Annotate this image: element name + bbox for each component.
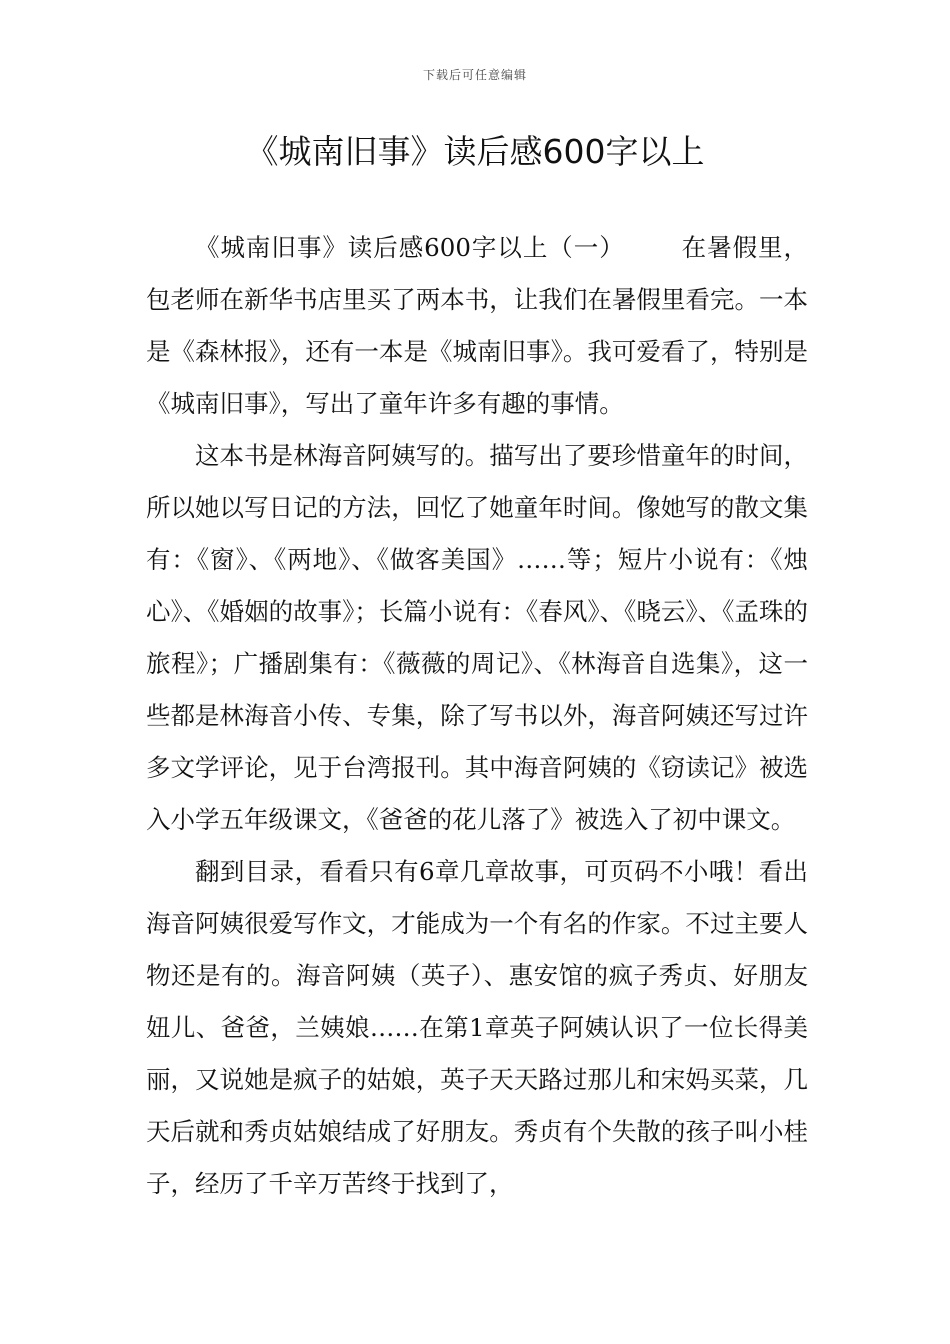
paragraph-2: 这本书是林海音阿姨写的。描写出了要珍惜童年的时间，所以她以写日记的方法，回忆了她童年时间。像她写的散文集有：《窗》、《两地》、《做客美国》……等；短片小说有：《烛心》、《婚姻的故事》；长篇小说有：《春风》、《晓云》、《孟珠的旅程》；广播剧集有：《薇薇的周记》、《林海音自选集》，这一些都是林海音小传、专集，除了写书以外，海音阿姨还写过许多文学评论，见于台湾报刊。其中海音阿姨的《窃读记》被选入小学五年级课文，《爸爸的花儿落了》被选入了初中课文。 <box>146 441 808 834</box>
header-note: 下载后可任意编辑 <box>422 68 527 82</box>
section-heading: 《城南旧事》读后感600字以上（一） <box>195 233 625 262</box>
document-title: 《城南旧事》读后感600字以上 <box>245 132 705 171</box>
paragraph-1-text: 在暑假里，包老师在新华书店里买了两本书，让我们在暑假里看完。一本是《森林报》，还有一本是《城南旧事》。我可爱看了，特别是《城南旧事》，写出了童年许多有趣的事情。 <box>146 233 809 418</box>
document-body <box>146 222 808 1210</box>
paragraph-1 <box>146 222 808 430</box>
paragraph-3: 翻到目录，看看只有6章几章故事，可页码不小哦！看出海音阿姨很爱写作文，才能成为一个有名的作家。不过主要人物还是有的。海音阿姨（英子）、惠安馆的疯子秀贞、好朋友妞儿、爸爸，兰姨娘……在第1章英子阿姨认识了一位长得美丽，又说她是疯子的姑娘，英子天天路过那儿和宋妈买菜，几天后就和秀贞姑娘结成了好朋友。秀贞有个失散的孩子叫小桂子，经历了千辛万苦终于找到了， <box>146 857 808 1198</box>
